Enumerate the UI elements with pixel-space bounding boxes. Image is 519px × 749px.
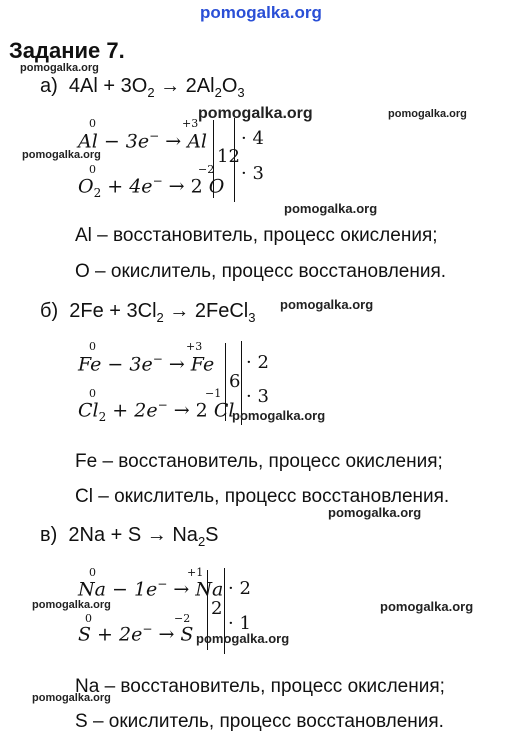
balance-divider (213, 120, 214, 198)
watermark: pomogalka.org (284, 201, 378, 216)
task-title: Задание 7. (9, 38, 125, 63)
reducer-statement: Fe – восстановитель, процесс окисления; (75, 451, 443, 472)
half-reaction: Na − 1e− → Na (78, 577, 224, 601)
section-b-equation: б) $2Fe + 3Cl_2$ → 2FeCl$_3$ (40, 300, 256, 325)
oxidation-state: +3 (186, 340, 203, 353)
oxidation-state: 0 (89, 117, 96, 130)
reducer-statement: Al – восстановитель, процесс окисления; (75, 225, 438, 246)
half-reaction: $Cl_2 + 2e^- \to 2$ Cl (78, 398, 235, 425)
oxidation-state: +3 (182, 117, 199, 130)
oxidation-state: 0 (89, 566, 96, 579)
oxidizer-statement: Cl – окислитель, процесс восстановления. (75, 486, 450, 507)
watermark: pomogalka.org (32, 599, 111, 611)
balance-divider (234, 118, 235, 202)
watermark: pomogalka.org (328, 505, 422, 520)
multiplier: · 3 (246, 386, 269, 407)
watermark: pomogalka.org (232, 408, 326, 423)
half-reaction: Fe − 3e− → Fe (78, 352, 215, 376)
multiplier: · 2 (228, 578, 251, 599)
half-reaction: Al − 3e− → Al (78, 129, 208, 153)
watermark: pomogalka.org (198, 105, 313, 122)
oxidation-state: 0 (89, 387, 96, 400)
watermark: pomogalka.org (22, 149, 101, 161)
oxidation-state: −1 (205, 387, 222, 400)
multiplier: · 1 (228, 613, 251, 634)
oxidation-state: +1 (187, 566, 204, 579)
oxidation-state: 0 (89, 163, 96, 176)
lcm: 2 (211, 598, 223, 619)
reducer-statement: Na – восстановитель, процесс окисления; (75, 676, 445, 697)
oxidizer-statement: S – окислитель, процесс восстановления. (75, 711, 444, 732)
multiplier: · 3 (241, 163, 264, 184)
half-reaction: $O_2 + 4e^- \to 2$ O (78, 174, 225, 201)
oxidation-state: 0 (89, 340, 96, 353)
section-a-equation: а) $4Al + 3O_2 \to 2Al_2O_3$ (40, 75, 245, 100)
watermark: pomogalka.org (20, 62, 99, 74)
half-reaction: S + 2e− → S (78, 622, 194, 646)
watermark: pomogalka.org (32, 692, 111, 704)
watermark-top: pomogalka.org (200, 3, 322, 22)
watermark: pomogalka.org (196, 631, 290, 646)
oxidation-state: −2 (198, 163, 215, 176)
lcm: 12 (217, 146, 240, 167)
watermark: pomogalka.org (380, 599, 474, 614)
oxidizer-statement: O – окислитель, процесс восстановления. (75, 261, 447, 282)
section-c-equation: в) $2Na + S \to Na_2S$ (40, 524, 219, 549)
lcm: 6 (229, 371, 241, 392)
oxidation-state: −2 (174, 612, 191, 625)
multiplier: · 4 (241, 128, 264, 149)
watermark: pomogalka.org (280, 297, 374, 312)
watermark: pomogalka.org (388, 108, 467, 120)
oxidation-state: 0 (85, 612, 92, 625)
multiplier: · 2 (246, 352, 269, 373)
balance-divider (225, 343, 226, 421)
